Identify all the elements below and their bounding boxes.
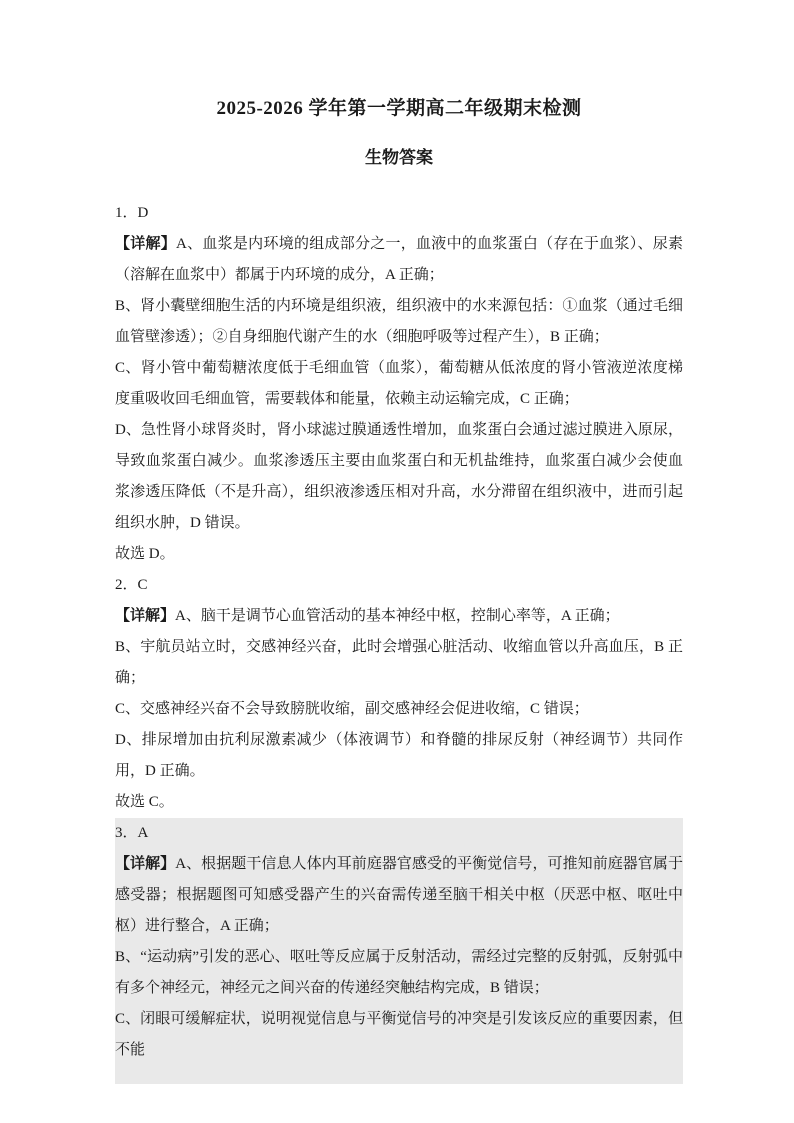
detail-label: 【详解】 xyxy=(115,236,177,252)
detail-paragraph xyxy=(115,849,683,942)
detail-text: A、脑干是调节心血管活动的基本神经中枢，控制心率等，A 正确； xyxy=(175,608,620,624)
answer-number: 1．D xyxy=(115,205,149,221)
answer-number: 3．A xyxy=(115,825,149,841)
detail-paragraph xyxy=(115,229,683,291)
detail-text: A、血浆是内环境的组成部分之一，血液中的血浆蛋白（存在于血浆）、尿素（溶解在血浆中）都属于内环境的成分，A 正确； xyxy=(115,236,683,283)
option-paragraph: D、排尿增加由抗利尿激素减少（体液调节）和脊髓的排尿反射（神经调节）共同作用，D 正确。 xyxy=(115,732,683,779)
option-paragraph: B、宇航员站立时，交感神经兴奋，此时会增强心脏活动、收缩血管以升高血压，B 正确； xyxy=(115,639,683,686)
answer-block-1 xyxy=(115,198,683,570)
detail-paragraph xyxy=(115,601,683,632)
answer-number: 2．C xyxy=(115,577,148,593)
option-paragraph: C、交感神经兴奋不会导致膀胱收缩，副交感神经会促进收缩，C 错误； xyxy=(115,701,589,717)
conclusion-line: 故选 D。 xyxy=(115,546,175,562)
option-paragraph: B、肾小囊壁细胞生活的内环境是组织液，组织液中的水来源包括：①血浆（通过毛细血管壁渗透）；②自身细胞代谢产生的水（细胞呼吸等过程产生），B 正确； xyxy=(115,298,683,345)
answer-block-3 xyxy=(115,818,683,1084)
option-paragraph: D、急性肾小球肾炎时，肾小球滤过膜通透性增加，血浆蛋白会通过滤过膜进入原尿，导致血浆蛋白减少。血浆渗透压主要由血浆蛋白和无机盐维持，血浆蛋白减少会使血浆渗透压降低（不是升高），组织液渗透压相对升高，水分滞留在组织液中，进而引起组织水肿，D 错误。 xyxy=(115,422,683,531)
detail-label: 【详解】 xyxy=(115,856,176,872)
detail-label: 【详解】 xyxy=(115,608,176,624)
answer-block-2 xyxy=(115,570,683,818)
option-paragraph: C、闭眼可缓解症状，说明视觉信息与平衡觉信号的冲突是引发该反应的重要因素，但不能 xyxy=(115,1011,683,1058)
page-title: 2025-2026 学年第一学期高二年级期末检测 xyxy=(216,98,582,119)
detail-text: A、根据题干信息人体内耳前庭器官感受的平衡觉信号，可推知前庭器官属于感受器；根据题图可知感受器产生的兴奋需传递至脑干相关中枢（厌恶中枢、呕吐中枢）进行整合，A 正确； xyxy=(115,856,683,934)
option-paragraph: B、“运动病”引发的恶心、呕吐等反应属于反射活动，需经过完整的反射弧，反射弧中有多个神经元，神经元之间兴奋的传递经突触结构完成，B 错误； xyxy=(115,949,683,996)
option-paragraph: C、肾小管中葡萄糖浓度低于毛细血管（血浆），葡萄糖从低浓度的肾小管液逆浓度梯度重吸收回毛细血管，需要载体和能量，依赖主动运输完成，C 正确； xyxy=(115,360,683,407)
conclusion-line: 故选 C。 xyxy=(115,794,174,810)
page-subtitle: 生物答案 xyxy=(365,148,433,167)
